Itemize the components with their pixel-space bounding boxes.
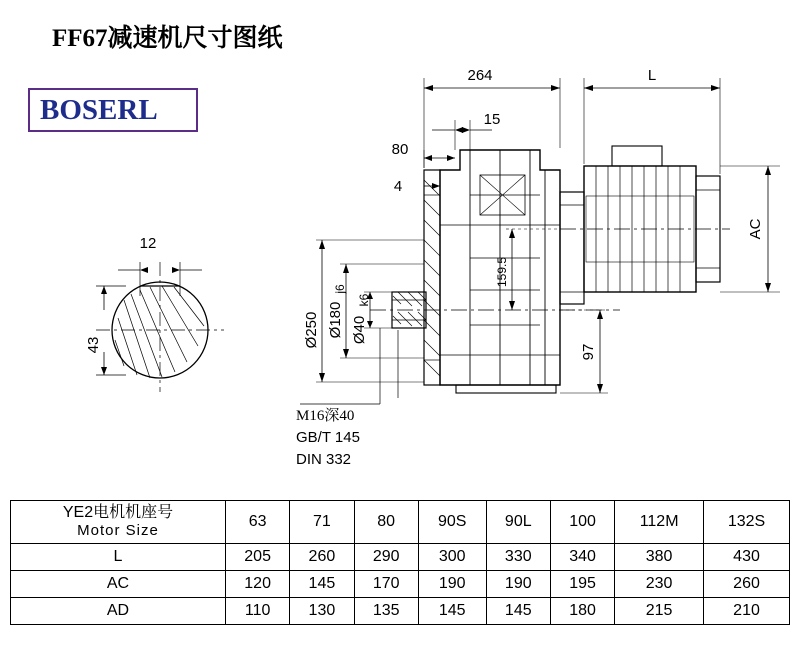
cell-L-1: 260: [290, 543, 354, 570]
cell-L-5: 340: [550, 543, 614, 570]
row-label-L: L: [11, 543, 226, 570]
dim-43: 43: [85, 336, 102, 354]
cell-L-3: 300: [418, 543, 486, 570]
cell-AC-7: 260: [704, 570, 790, 597]
cell-AC-6: 230: [615, 570, 704, 597]
cell-L-6: 380: [615, 543, 704, 570]
cell-AC-0: 120: [226, 570, 290, 597]
dim-97: 97: [580, 343, 597, 361]
cell-L-0: 205: [226, 543, 290, 570]
cell-AD-5: 180: [550, 597, 614, 624]
col-header-2: 80: [354, 501, 418, 544]
cell-AC-5: 195: [550, 570, 614, 597]
col-header-6: 112M: [615, 501, 704, 544]
dim-AC: AC: [747, 218, 764, 240]
note-gbt145: GB/T 145: [296, 429, 360, 446]
cell-L-2: 290: [354, 543, 418, 570]
table-rowhead-motor-size: [11, 501, 226, 544]
dim-dia40: Ø40: [351, 315, 368, 345]
dim-80: 80: [391, 141, 409, 158]
col-header-1: 71: [290, 501, 354, 544]
gearbox-assembly: [300, 67, 780, 404]
logo-text: BOSERL: [40, 93, 158, 126]
dim-L: L: [647, 67, 657, 84]
dim-dia180-tol: j6: [333, 284, 347, 294]
rowhead-cn: YE2电机机座号: [62, 504, 174, 521]
table-row: [11, 570, 790, 597]
page-title: FF67减速机尺寸图纸: [52, 25, 283, 52]
dim-264: 264: [467, 67, 493, 84]
cell-AD-4: 145: [486, 597, 550, 624]
shaft-end-view: [85, 235, 224, 392]
note-din332: DIN 332: [296, 451, 352, 468]
cell-L-4: 330: [486, 543, 550, 570]
table-row: [11, 543, 790, 570]
row-label-AC: AC: [11, 570, 226, 597]
cell-AD-0: 110: [226, 597, 290, 624]
cell-AD-1: 130: [290, 597, 354, 624]
dim-4: 4: [393, 178, 403, 195]
dim-dia250: Ø250: [303, 311, 320, 349]
col-header-5: 100: [550, 501, 614, 544]
cell-AD-3: 145: [418, 597, 486, 624]
cell-AC-3: 190: [418, 570, 486, 597]
cell-L-7: 430: [704, 543, 790, 570]
col-header-3: 90S: [418, 501, 486, 544]
note-m16: M16深40: [296, 408, 355, 424]
cell-AC-2: 170: [354, 570, 418, 597]
dim-dia40-tol: k6: [357, 293, 371, 307]
dim-12: 12: [139, 235, 157, 252]
cell-AD-6: 215: [615, 597, 704, 624]
col-header-4: 90L: [486, 501, 550, 544]
rowhead-en: Motor Size: [77, 522, 159, 540]
row-label-AD: AD: [11, 597, 226, 624]
table-row: [11, 597, 790, 624]
motor-size-table: [10, 500, 790, 625]
cell-AC-4: 190: [486, 570, 550, 597]
col-header-0: 63: [226, 501, 290, 544]
cell-AC-1: 145: [290, 570, 354, 597]
col-header-7: 132S: [704, 501, 790, 544]
cell-AD-7: 210: [704, 597, 790, 624]
table-header-row: [11, 501, 790, 544]
cell-AD-2: 135: [354, 597, 418, 624]
dim-dia180: Ø180: [327, 301, 344, 339]
dim-159-5: 159.5: [495, 256, 509, 288]
dim-15: 15: [483, 111, 501, 128]
